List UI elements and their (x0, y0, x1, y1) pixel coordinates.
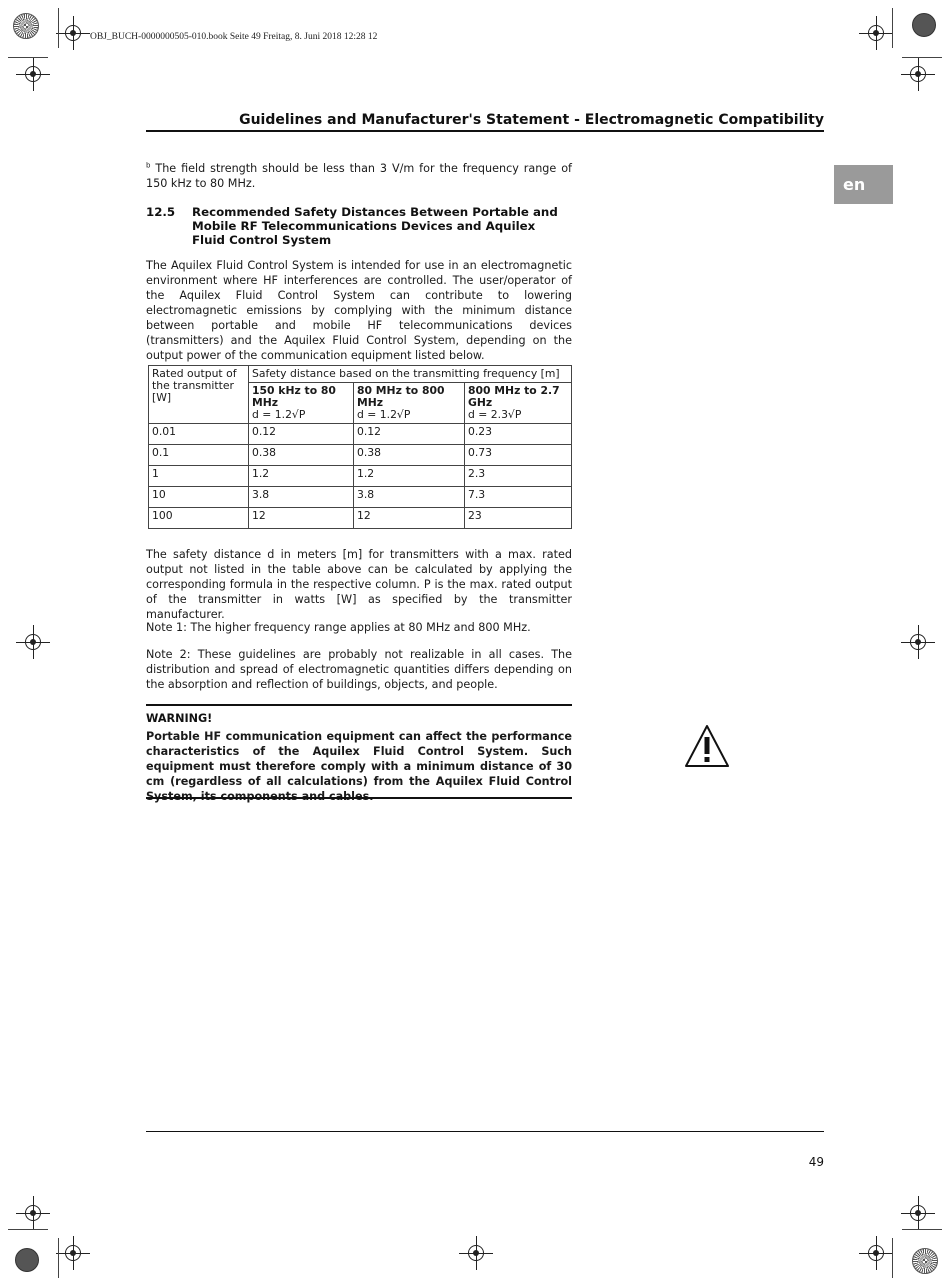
distance-cell: 0.23 (465, 424, 572, 445)
language-tab: en (834, 165, 893, 204)
color-bar-star-icon (912, 1248, 938, 1274)
band-formula: d = 1.2√P (357, 408, 411, 421)
band-range: 150 kHz to 80 MHz (252, 384, 336, 409)
color-bar-dot-icon (15, 1248, 39, 1272)
band-header (354, 383, 465, 424)
registration-mark-icon (910, 1205, 926, 1221)
color-bar-star-icon (13, 13, 39, 39)
registration-mark-icon (25, 66, 41, 82)
power-cell: 0.01 (149, 424, 249, 445)
warning-rule-top (146, 704, 572, 706)
registration-mark-icon (25, 1205, 41, 1221)
band-formula: d = 1.2√P (252, 408, 306, 421)
distance-cell: 0.73 (465, 445, 572, 466)
book-meta: OBJ_BUCH-0000000505-010.book Seite 49 Freitag, 8. Juni 2018 12:28 12 (90, 32, 378, 42)
warning-label: WARNING! (146, 712, 213, 725)
table-row (149, 445, 572, 466)
table-row (149, 508, 572, 529)
safety-distance-table (148, 365, 572, 529)
table-row (149, 487, 572, 508)
table-row (149, 424, 572, 445)
band-range: 800 MHz to 2.7 GHz (468, 384, 560, 409)
warning-triangle-icon (684, 724, 730, 772)
band-formula: d = 2.3√P (468, 408, 522, 421)
distance-cell: 1.2 (249, 466, 354, 487)
distance-cell: 0.38 (249, 445, 354, 466)
distance-cell: 1.2 (354, 466, 465, 487)
section-title: Recommended Safety Distances Between Portable and Mobile RF Telecommunications Devices and Aquilex Fluid Control System (192, 205, 558, 247)
registration-mark-icon (25, 634, 41, 650)
power-cell: 1 (149, 466, 249, 487)
distance-cell: 0.12 (354, 424, 465, 445)
footer-rule (146, 1131, 824, 1132)
registration-mark-icon (65, 1245, 81, 1261)
footnote-marker: b (146, 161, 151, 170)
power-cell: 10 (149, 487, 249, 508)
page-number: 49 (808, 1155, 824, 1169)
registration-mark-icon (868, 1245, 884, 1261)
warning-rule-bottom (146, 797, 572, 799)
footnote (146, 161, 572, 191)
band-header (249, 383, 354, 424)
formula-explanation: The safety distance d in meters [m] for transmitters with a max. rated output not listed in the table above can be calculated by applying the corresponding formula in the respective column. P is the max. rated output of the transmitter in watts [W] as specified by the transmitter manufacturer. (146, 548, 572, 621)
safety-distance-header: Safety distance based on the transmitting frequency [m] (249, 366, 572, 383)
distance-cell: 2.3 (465, 466, 572, 487)
color-bar-dot-icon (912, 13, 936, 37)
distance-cell: 23 (465, 508, 572, 529)
rated-output-header: Rated output of the transmitter [W] (149, 366, 249, 424)
registration-mark-icon (468, 1245, 484, 1261)
running-head: Guidelines and Manufacturer's Statement - Electromagnetic Compatibility (239, 112, 824, 128)
distance-cell: 12 (354, 508, 465, 529)
registration-mark-icon (910, 634, 926, 650)
distance-cell: 7.3 (465, 487, 572, 508)
table-header-row (149, 366, 572, 383)
note-2: Note 2: These guidelines are probably not realizable in all cases. The distribution and spread of electromagnetic quantities differs depending on the absorption and reflection of buildings, objects, and people. (146, 648, 572, 691)
power-cell: 0.1 (149, 445, 249, 466)
footnote-text: The field strength should be less than 3 V/m for the frequency range of 150 kHz to 80 MHz. (146, 162, 572, 190)
table-row (149, 466, 572, 487)
intro-paragraph: The Aquilex Fluid Control System is intended for use in an electromagnetic environment where HF interferences are controlled. The user/operator of the Aquilex Fluid Control System can contribute to lowering electromagnetic emissions by complying with the minimum distance between portable and mobile HF telecommunications devices (transmitters) and the Aquilex Fluid Control System, depending on the output power of the communication equipment listed below. (146, 259, 572, 362)
warning-text: Portable HF communication equipment can affect the performance characteristics of the Aquilex Fluid Control System. Such equipment must therefore comply with a minimum distance of 30 cm (regardless of all calculations) from the Aquilex Fluid Control (146, 730, 572, 788)
registration-mark-icon (910, 66, 926, 82)
distance-cell: 3.8 (354, 487, 465, 508)
band-header (465, 383, 572, 424)
band-range: 80 MHz to 800 MHz (357, 384, 445, 409)
distance-cell: 0.12 (249, 424, 354, 445)
distance-cell: 3.8 (249, 487, 354, 508)
header-rule (146, 130, 824, 132)
section-number: 12.5 (146, 205, 176, 219)
power-cell: 100 (149, 508, 249, 529)
registration-mark-icon (868, 25, 884, 41)
distance-cell: 12 (249, 508, 354, 529)
distance-cell: 0.38 (354, 445, 465, 466)
registration-mark-icon (65, 25, 81, 41)
note-1: Note 1: The higher frequency range applies at 80 MHz and 800 MHz. (146, 621, 531, 634)
